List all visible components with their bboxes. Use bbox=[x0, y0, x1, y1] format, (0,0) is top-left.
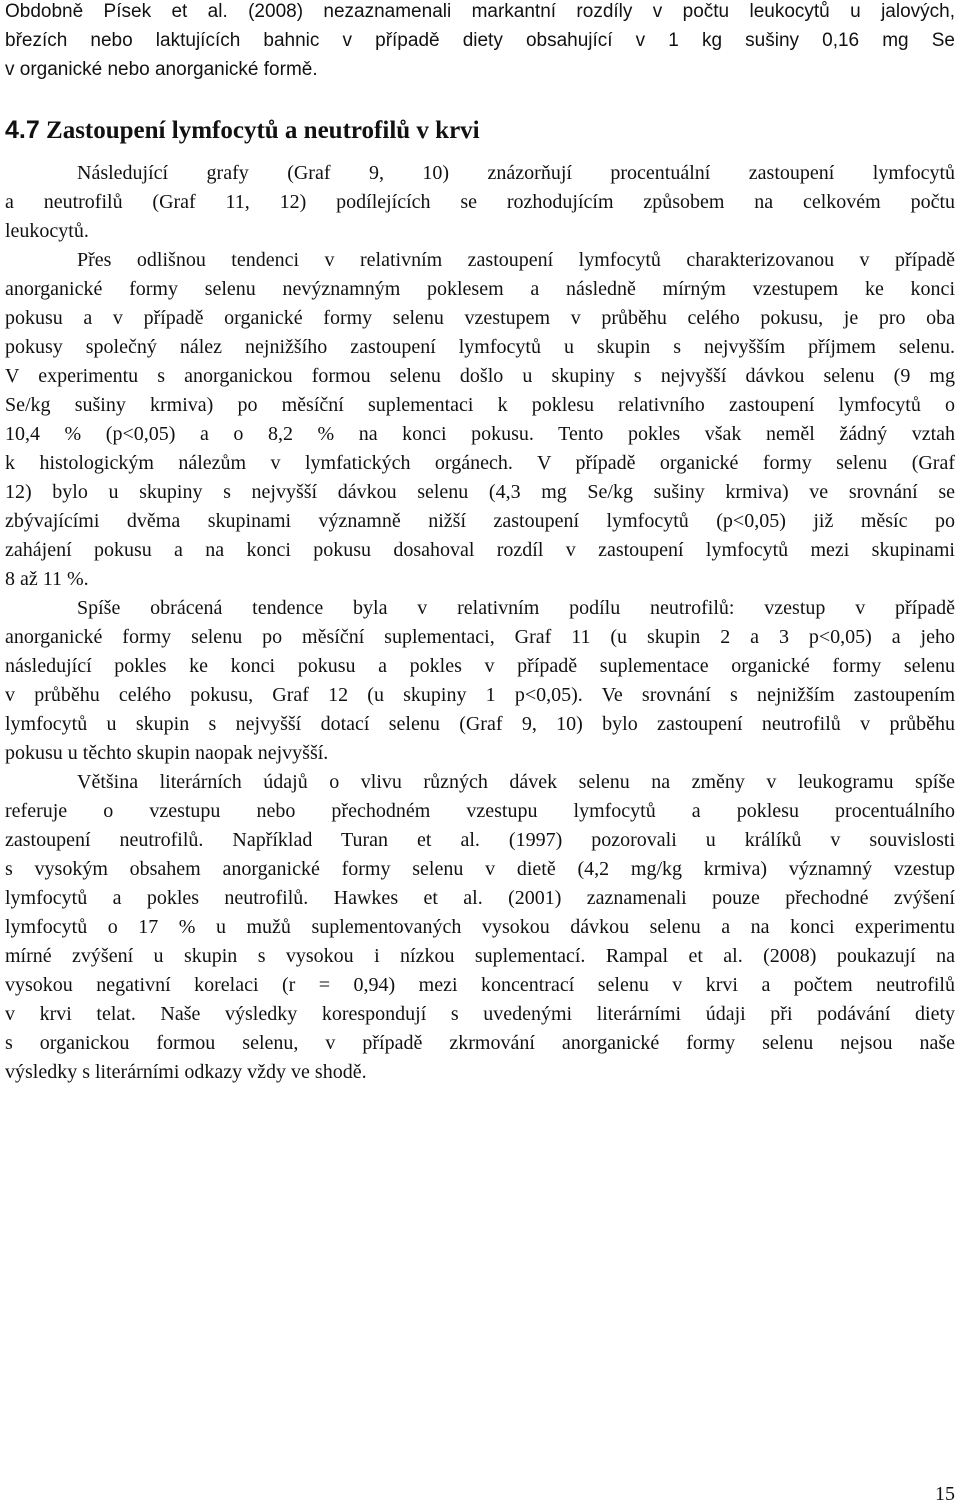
body-line: výsledky s literárními odkazy vždy ve shodě. bbox=[5, 1061, 367, 1083]
intro-line: březích nebo laktujících bahnic v případě diety obsahující v 1 kg sušiny 0,16 mg Se bbox=[5, 30, 955, 51]
body-line: zahájení pokusu a na konci pokusu dosahoval rozdíl v zastoupení lymfocytů mezi skupinami bbox=[5, 539, 955, 561]
body-line: pokusu u těchto skupin naopak nejvyšší. bbox=[5, 742, 329, 764]
body-line: anorganické formy selenu po měsíční suplementaci, Graf 11 (u skupin 2 a 3 p<0,05) a jeho bbox=[5, 626, 955, 648]
body-line: 12) bylo u skupiny s nejvyšší dávkou selenu (4,3 mg Se/kg sušiny krmiva) ve srovnání se bbox=[5, 481, 955, 503]
body-line: leukocytů. bbox=[5, 220, 89, 242]
body-line: lymfocytů a pokles neutrofilů. Hawkes et al. (2001) zaznamenali pouze přechodné zvýšení bbox=[5, 887, 955, 909]
body-line: V experimentu s anorganickou formou selenu došlo u skupiny s nejvyšší dávkou selenu (9 mg bbox=[5, 365, 955, 387]
body-line: Spíše obrácená tendence byla v relativním podílu neutrofilů: vzestup v případě bbox=[77, 597, 955, 619]
section-heading bbox=[5, 115, 480, 146]
body-line: v průběhu celého pokusu, Graf 12 (u skupiny 1 p<0,05). Ve srovnání s nejnižším zastoupením bbox=[5, 684, 955, 706]
body-line: 10,4 % (p<0,05) a o 8,2 % na konci pokusu. Tento pokles však neměl žádný vztah bbox=[5, 423, 955, 445]
body-line: anorganické formy selenu nevýznamným poklesem a následně mírným vzestupem ke konci bbox=[5, 278, 955, 300]
body-line: pokusy společný nález nejnižšího zastoupení lymfocytů u skupin s nejvyšším příjmem selenu. bbox=[5, 336, 955, 358]
body-line: referuje o vzestupu nebo přechodném vzestupu lymfocytů a poklesu procentuálního bbox=[5, 800, 955, 822]
body-line: lymfocytů u skupin s nejvyšší dotací selenu (Graf 9, 10) bylo zastoupení neutrofilů v průběhu bbox=[5, 713, 955, 735]
body-line: zbývajícími dvěma skupinami významně nižší zastoupení lymfocytů (p<0,05) již měsíc po bbox=[5, 510, 955, 532]
body-line: k histologickým nálezům v lymfatických orgánech. V případě organické formy selenu (Graf bbox=[5, 452, 955, 474]
body-line: s vysokým obsahem anorganické formy selenu v dietě (4,2 mg/kg krmiva) významný vzestup bbox=[5, 858, 955, 880]
body-line: následující pokles ke konci pokusu a pokles v případě suplementace organické formy selenu bbox=[5, 655, 955, 677]
body-line: 8 až 11 %. bbox=[5, 568, 89, 590]
body-line: Následující grafy (Graf 9, 10) znázorňují procentuální zastoupení lymfocytů bbox=[77, 162, 955, 184]
section-number: 4.7 bbox=[5, 116, 40, 144]
body-line: Většina literárních údajů o vlivu různých dávek selenu na změny v leukogramu spíše bbox=[77, 771, 955, 793]
body-line: Se/kg sušiny krmiva) po měsíční suplementaci k poklesu relativního zastoupení lymfocytů o bbox=[5, 394, 955, 416]
body-line: zastoupení neutrofilů. Například Turan et al. (1997) pozorovali u králíků v souvislosti bbox=[5, 829, 955, 851]
section-title: Zastoupení lymfocytů a neutrofilů v krvi bbox=[46, 117, 480, 144]
body-line: a neutrofilů (Graf 11, 12) podílejících se rozhodujícím způsobem na celkovém počtu bbox=[5, 191, 955, 213]
body-line: mírné zvýšení u skupin s vysokou i nízkou suplementací. Rampal et al. (2008) poukazují na bbox=[5, 945, 955, 967]
page-number: 15 bbox=[935, 1483, 955, 1505]
intro-line: Obdobně Písek et al. (2008) nezaznamenali markantní rozdíly v počtu leukocytů u jalových, bbox=[5, 1, 955, 22]
body-line: vysokou negativní korelaci (r = 0,94) mezi koncentrací selenu v krvi a počtem neutrofilů bbox=[5, 974, 955, 996]
intro-line: v organické nebo anorganické formě. bbox=[5, 59, 318, 80]
body-line: s organickou formou selenu, v případě zkrmování anorganické formy selenu nejsou naše bbox=[5, 1032, 955, 1054]
body-line: pokusu a v případě organické formy selenu vzestupem v průběhu celého pokusu, je pro oba bbox=[5, 307, 955, 329]
body-line: v krvi telat. Naše výsledky korespondují s uvedenými literárními údaji při podávání diety bbox=[5, 1003, 955, 1025]
body-line: Přes odlišnou tendenci v relativním zastoupení lymfocytů charakterizovanou v případě bbox=[77, 249, 955, 271]
body-line: lymfocytů o 17 % u mužů suplementovaných vysokou dávkou selenu a na konci experimentu bbox=[5, 916, 955, 938]
